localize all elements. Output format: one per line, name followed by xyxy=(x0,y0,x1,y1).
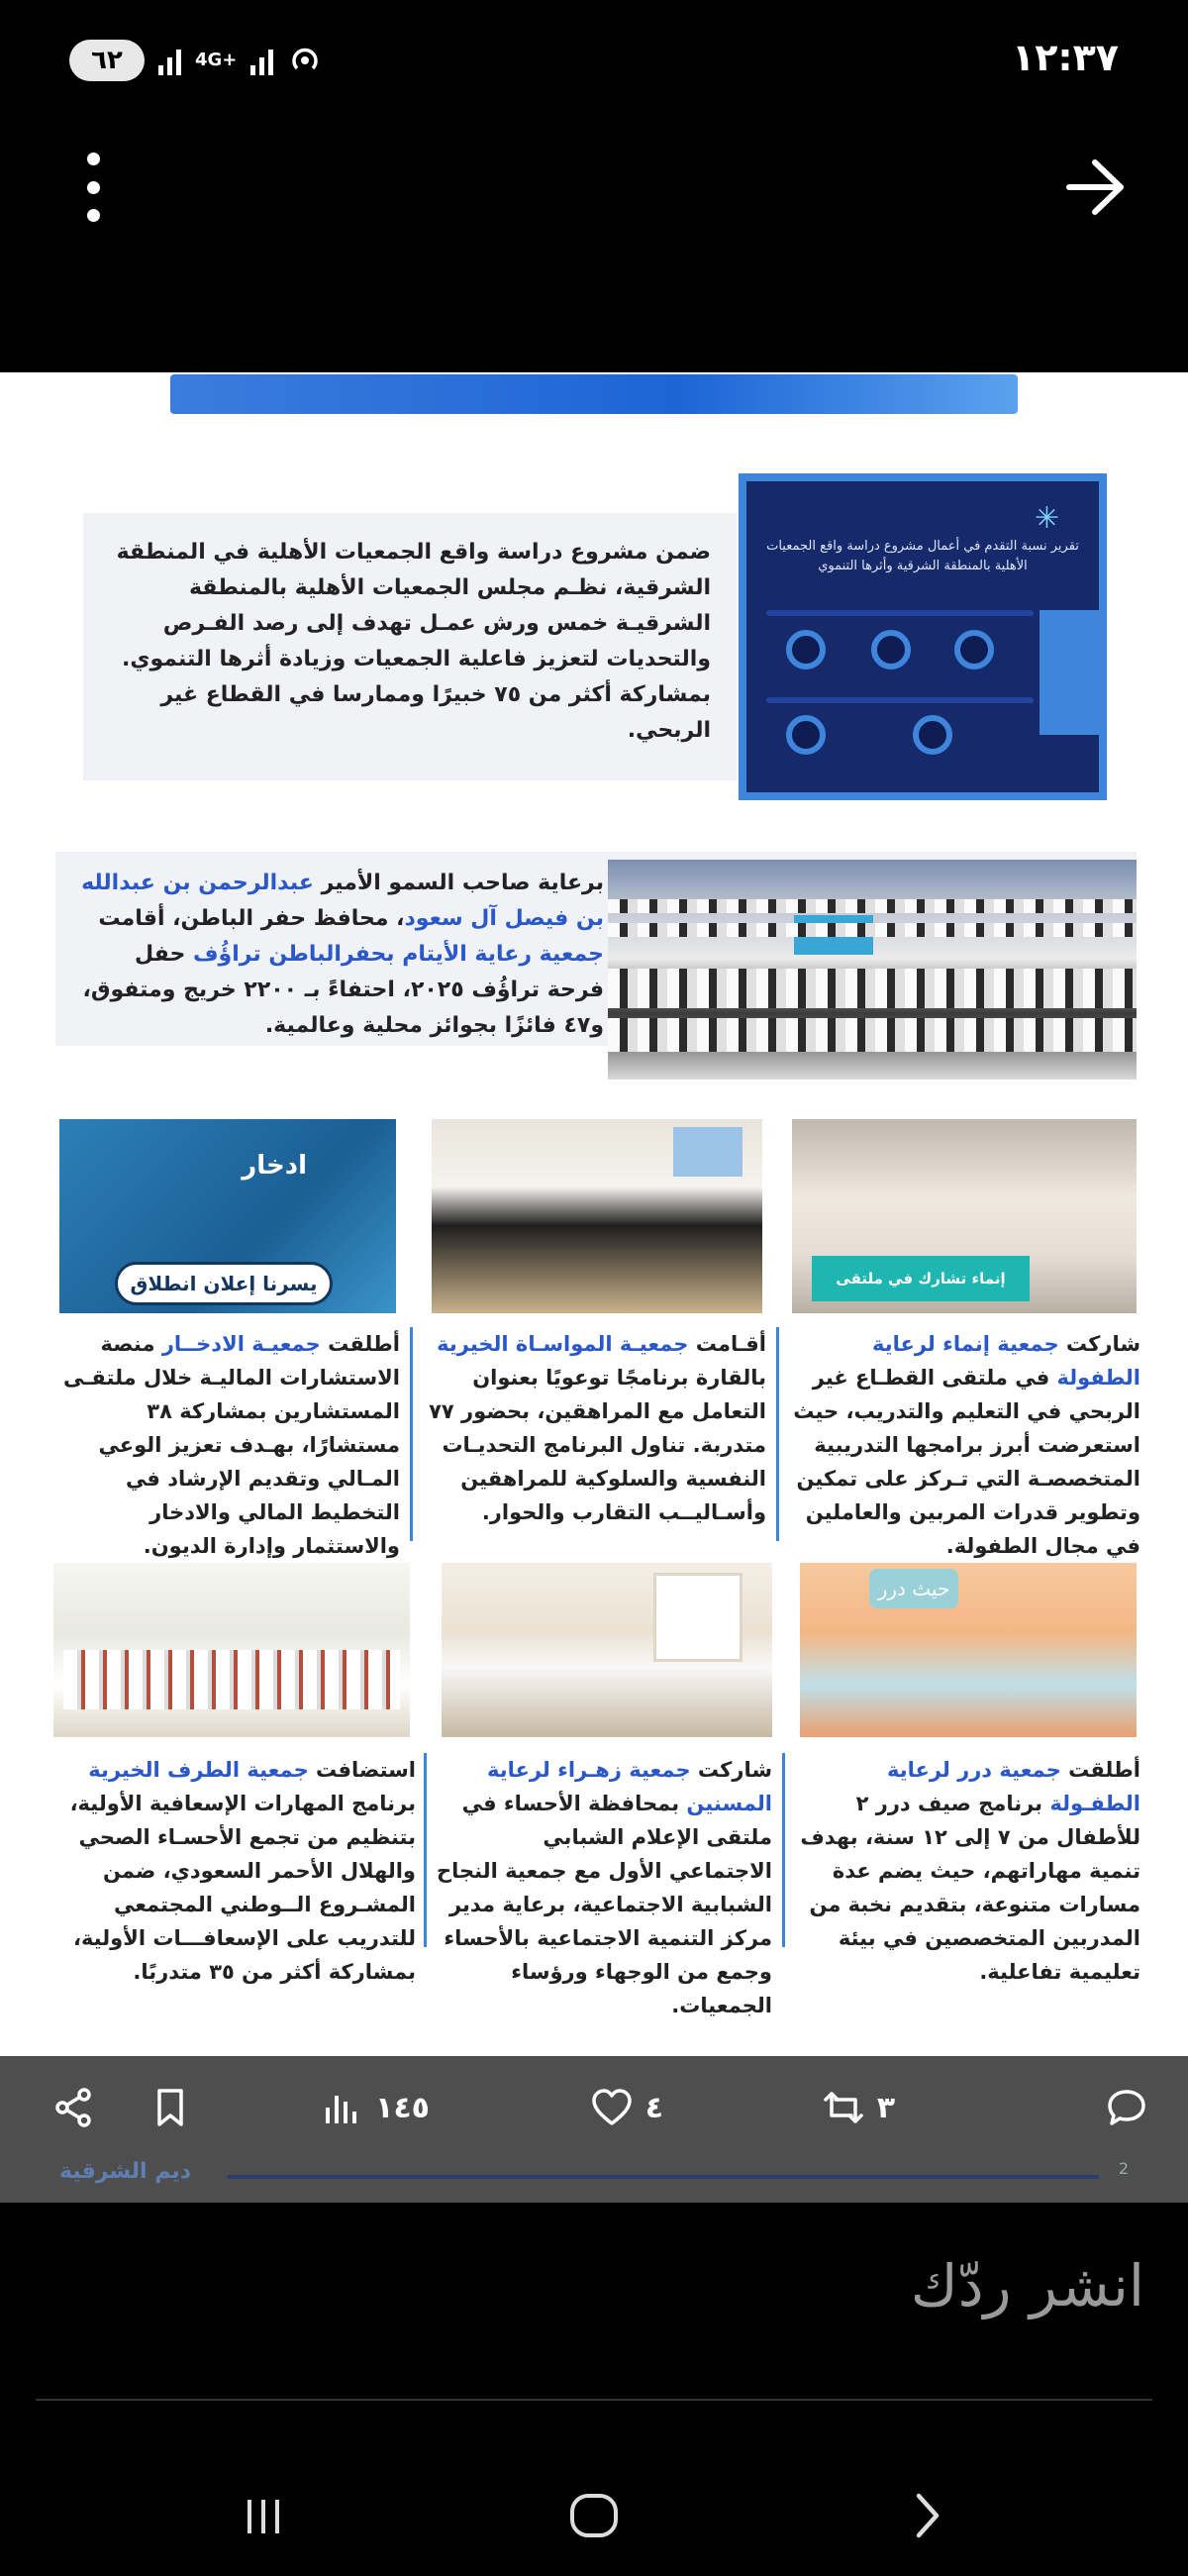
heart-icon xyxy=(590,2086,634,2129)
item-2-text xyxy=(424,1327,766,1529)
item-5-body: بمحافظة الأحساء في ملتقى الإعلام الشبابي الاجتماعي الأول مع جمعية النجاح الشبابية الاجتماعية، برعاية مدير مركز التنمية الاجتماعية بالأحساء وجمع من الوجهاء ورؤساء الجمعيات. xyxy=(437,1792,772,2017)
home-icon xyxy=(564,2486,624,2545)
item-5-org: جمعية زهـراء لرعاية المسنين xyxy=(486,1758,772,1815)
share-icon xyxy=(51,2086,95,2129)
item-1-prefix: شاركت xyxy=(1058,1332,1140,1356)
column-divider xyxy=(410,1327,413,1541)
item-4-org: جمعية درر لرعاية الطفـولة xyxy=(887,1758,1140,1815)
views-chart-icon xyxy=(320,2086,363,2129)
footer-page-number: 2 xyxy=(1118,2159,1129,2178)
item-4-text xyxy=(792,1753,1140,1989)
progress-dial-icon xyxy=(954,630,994,670)
item-3-photo-caption: يسرنا إعلان انطلاق xyxy=(115,1262,333,1305)
reply-input[interactable]: انشر ردّك xyxy=(910,2252,1144,2319)
more-options-icon[interactable] xyxy=(79,153,107,222)
repost-count: ٣ xyxy=(876,2090,895,2125)
battery-indicator: ٦٢ xyxy=(69,40,145,81)
post-image[interactable] xyxy=(0,372,1188,2056)
org-name: جمعية رعاية الأيتام بحفرالباطن تراؤُف xyxy=(192,942,604,967)
footer-line xyxy=(228,2175,1099,2179)
signal-icon-2 xyxy=(250,46,273,75)
item-6-photo xyxy=(53,1563,410,1737)
back-arrow-icon[interactable] xyxy=(1059,153,1129,222)
share-button[interactable] xyxy=(51,2086,95,2129)
reply-composer xyxy=(0,2203,1188,2460)
graduation-prefix: برعاية صاحب السمو الأمير xyxy=(313,871,604,895)
item-4-prefix: أطلقت xyxy=(1060,1758,1140,1782)
reply-button[interactable] xyxy=(1105,2086,1148,2129)
group-of-people xyxy=(63,1650,400,1709)
image-footer-strip xyxy=(59,2159,1129,2189)
graduation-mid: ، محافظ حفر الباطن، أقامت xyxy=(98,906,405,931)
repost-button[interactable] xyxy=(822,2086,895,2129)
item-6-prefix: استضافت xyxy=(308,1758,416,1782)
presentation-screen xyxy=(673,1127,742,1177)
intro-card xyxy=(83,513,737,780)
item-3-org: جمعيـة الادخــار xyxy=(161,1332,321,1356)
item-3-prefix: أطلقت xyxy=(320,1332,400,1356)
post-action-bar xyxy=(0,2056,1188,2203)
header-banner xyxy=(170,374,1018,414)
clock: ١٢:٣٧ xyxy=(1012,36,1119,79)
infographic-line xyxy=(766,697,1034,703)
reply-underline xyxy=(36,2399,1152,2401)
item-2-org: جمعيـة المواسـاة الخيرية xyxy=(437,1332,689,1356)
progress-infographic xyxy=(739,473,1107,800)
column-divider xyxy=(424,1753,427,1947)
network-type-label: 4G+ xyxy=(195,50,238,70)
item-6-body: برنامج المهارات الإسعافية الأولية، بتنظيم من تجمع الأحسـاء الصحي والهلال الأحمر السعودي، ضمن المشـروع الــوطني المجتمعي للتدريب على الإسعافـــات الأولية، بمشاركة أكثر من ٣٥ متدربًا. xyxy=(69,1792,416,1984)
progress-dial-icon xyxy=(786,630,826,670)
crowd-row xyxy=(608,899,1137,913)
status-icons xyxy=(69,40,323,81)
item-1-photo xyxy=(792,1119,1137,1333)
item-1-body: في ملتقى القطـاع غير الربحي في التعليم والتدريب، حيث استعرضت أبرز برامجها التدريبية المتخصصـة التي تـركز على تمكين وتطوير قدرات المربين والعاملين في مجال الطفولة. xyxy=(793,1366,1140,1558)
patron-name: عبدالرحمن بن عبدالله بن فيصل آل سعود xyxy=(81,871,604,931)
recent-apps-icon xyxy=(234,2486,293,2545)
portrait-frame xyxy=(653,1573,742,1662)
recent-apps-button[interactable] xyxy=(224,2476,303,2555)
chevron-right-icon xyxy=(897,2486,956,2545)
hotspot-icon xyxy=(287,43,323,78)
footer-brand: ديم الشرقية xyxy=(59,2159,192,2184)
crowd-row xyxy=(608,969,1137,1008)
back-button[interactable] xyxy=(887,2476,966,2555)
progress-dial-icon xyxy=(913,715,952,755)
signal-icon xyxy=(158,46,181,75)
sparkle-logo-icon: ✳ xyxy=(1034,501,1059,536)
item-5-prefix: شاركت xyxy=(690,1758,772,1782)
item-6-text xyxy=(53,1753,416,1989)
infographic-title: تقرير نسبة التقدم في أعمال مشروع دراسة واقع الجمعيات الأهلية بالمنطقة الشرقية وأثرها التنموي xyxy=(766,539,1079,573)
progress-dial-icon xyxy=(786,715,826,755)
column-divider xyxy=(776,1327,779,1541)
item-2-photo xyxy=(432,1119,762,1313)
system-navigation-bar xyxy=(0,2460,1188,2576)
item-1-photo-caption: إنماء تشارك في ملتقى القطاع غير الربحي xyxy=(812,1256,1030,1301)
like-button[interactable] xyxy=(590,2086,663,2129)
intro-text: ضمن مشروع دراسة واقع الجمعيات الأهلية في المنطقة الشرقية، نظـم مجلس الجمعيات الأهلية بالمنطقة الشرقيـة خمس ورش عمـل تهدف إلى رصد الفـرص والتحديات لتعزيز فاعلية الجمعيات وزيادة أثرها التنموي. بمشاركة أكثر من ٧٥ خبيرًا وممارسا في القطاع غير الربحي. xyxy=(116,540,711,743)
graduation-photo xyxy=(608,860,1137,1080)
views-count: ١٤٥ xyxy=(375,2090,430,2125)
infographic-line xyxy=(766,610,1034,616)
item-1-org: جمعية إنماء لرعاية الطفولة xyxy=(872,1332,1140,1390)
repost-icon xyxy=(822,2086,865,2129)
infographic-side-panel xyxy=(1040,610,1099,735)
crowd-row xyxy=(608,923,1137,937)
item-5-text xyxy=(436,1753,772,2022)
graduation-rest: حفل فرحة تراؤُف ٢٠٢٥، احتفاءً بـ ٢٢٠٠ خريج ومتفوق، و٤٧ فائزًا بجوائز محلية وعالمية. xyxy=(82,942,604,1038)
item-3-text xyxy=(55,1327,400,1563)
item-5-photo xyxy=(442,1563,772,1737)
app-bar xyxy=(0,129,1188,372)
item-4-body: برنامج صيف درر ٢ للأطفال من ٧ إلى ١٢ سنة، بهدف تنمية مهاراتهم، حيث يضم عدة مسارات متنوعة، بتقديم نخبة من المدربين المتخصصين في بيئة تعليمية تفاعلية. xyxy=(800,1792,1140,1984)
item-3-logo: ادخار xyxy=(242,1151,307,1181)
item-3-photo xyxy=(59,1119,396,1313)
reply-icon xyxy=(1105,2086,1148,2129)
item-3-body: منصة الاستشارات الماليـة خلال ملتقـى المستشارين بمشاركة ٣٨ مستشارًا، بهـدف تعزيز الوعي المـالي وتقديم الإرشاد في التخطيط المالي والادخار والاستثمار وإدارة الديون. xyxy=(62,1332,400,1558)
column-divider xyxy=(782,1753,785,1947)
item-2-body: بالقارة برنامجًا توعويًا بعنوان التعامل مع المراهقين، بحضور ٧٧ متدربة. تناول البرنامج التحديـات النفسية والسلوكية للمراهقين وأسـاليــب التقارب والحوار. xyxy=(429,1366,766,1524)
item-1-text xyxy=(782,1327,1140,1563)
views-indicator[interactable] xyxy=(320,2086,430,2129)
like-count: ٤ xyxy=(644,2090,663,2125)
bookmark-button[interactable] xyxy=(148,2086,192,2129)
crowd-row xyxy=(608,1018,1137,1052)
home-button[interactable] xyxy=(554,2476,634,2555)
graduation-text xyxy=(79,866,604,1044)
item-2-prefix: أقـامت xyxy=(688,1332,766,1356)
item-4-photo xyxy=(800,1563,1137,1737)
status-bar xyxy=(0,0,1188,129)
progress-dial-icon xyxy=(871,630,911,670)
bookmark-icon xyxy=(148,2086,192,2129)
item-6-org: جمعية الطرف الخيرية xyxy=(88,1758,309,1782)
item-4-photo-caption: حيث درر xyxy=(869,1569,958,1608)
